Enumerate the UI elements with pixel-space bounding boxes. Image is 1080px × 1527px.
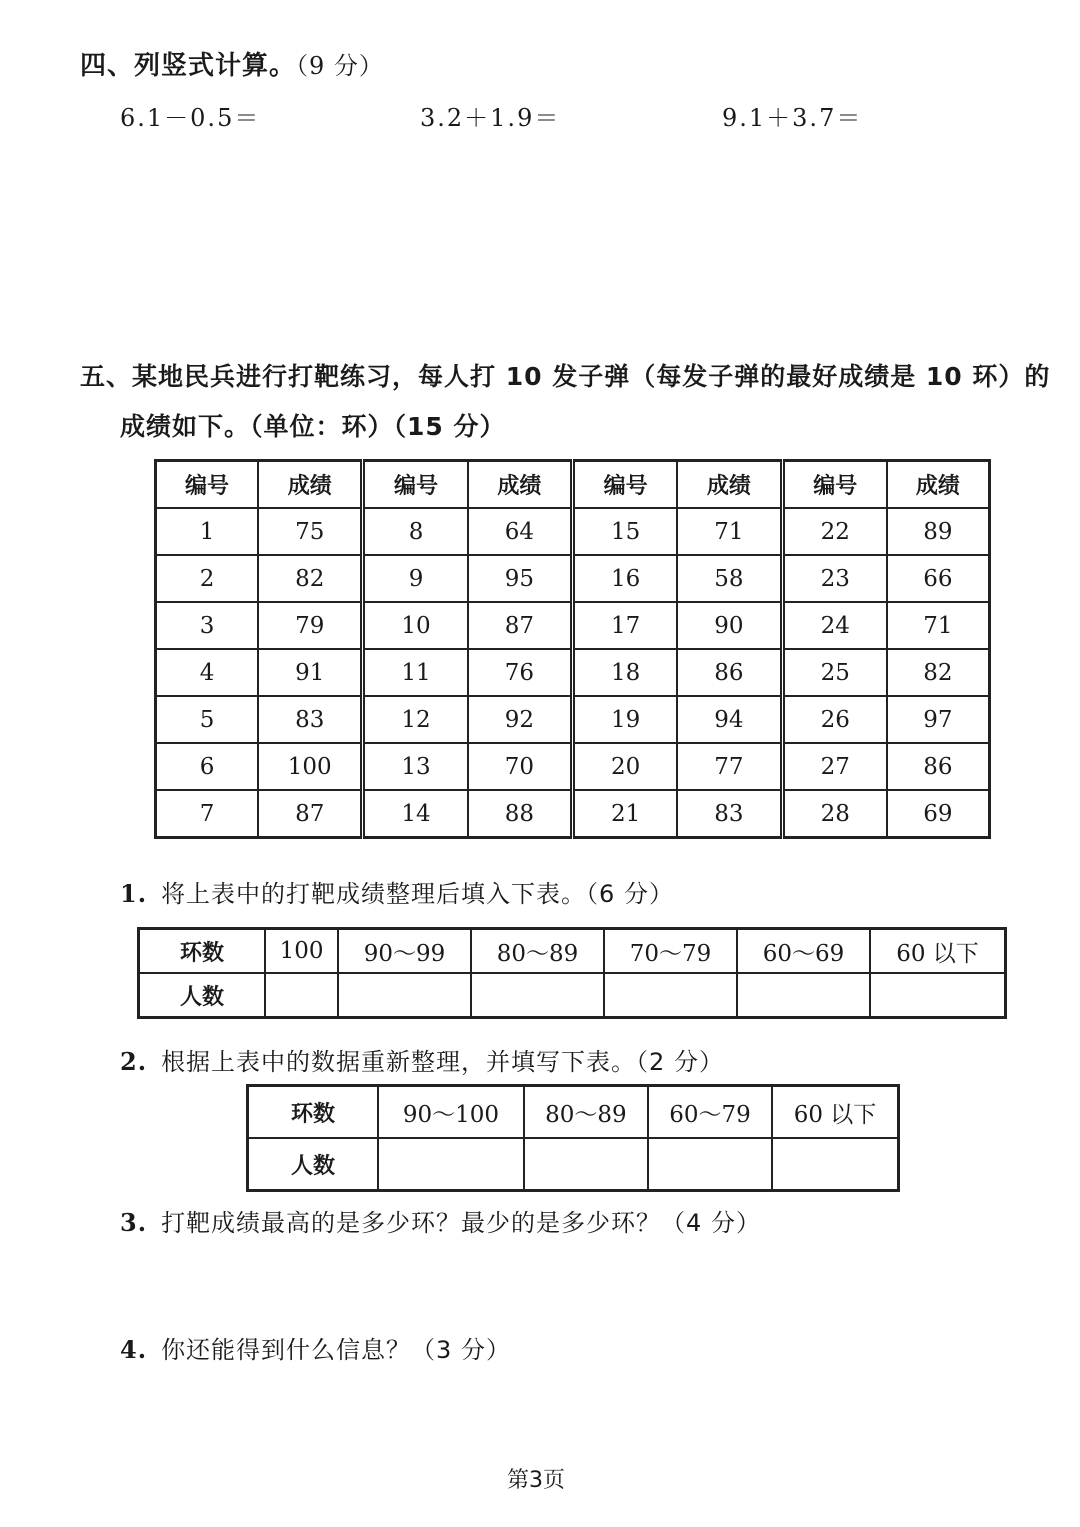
cell-score: 89: [887, 508, 990, 555]
table-row: [156, 743, 990, 790]
cell-id: 11: [363, 649, 468, 696]
section5-title-line1: 五、某地民兵进行打靶练习，每人打 10 发子弹（每发子弹的最好成绩是 10 环）的: [80, 362, 1051, 391]
q1-col: 70～79: [604, 929, 737, 974]
cell-score: 100: [258, 743, 363, 790]
cell-score: 82: [258, 555, 363, 602]
question-2: [120, 1042, 724, 1077]
question-1-text: 将上表中的打靶成绩整理后填入下表。（6 分）: [161, 880, 674, 908]
cell-score: 58: [677, 555, 782, 602]
section4-title: 四、列竖式计算。: [80, 51, 297, 81]
q2-frequency-table: [246, 1084, 900, 1192]
cell-id: 14: [363, 790, 468, 838]
cell-id: 1: [156, 508, 259, 555]
q2-col: 60～79: [648, 1086, 772, 1139]
shooting-scores-body: [156, 461, 990, 838]
cell-id: 21: [572, 790, 677, 838]
table-row: [156, 508, 990, 555]
q1-people-label: 人数: [139, 973, 266, 1018]
q2-people-row: [248, 1138, 899, 1191]
header-id: 编号: [572, 461, 677, 509]
question-4-text: 你还能得到什么信息？（3 分）: [161, 1336, 511, 1364]
q2-col: 80～89: [524, 1086, 648, 1139]
cell-id: 5: [156, 696, 259, 743]
header-id: 编号: [156, 461, 259, 509]
table-row: [156, 790, 990, 838]
section4-heading: [80, 45, 384, 82]
cell-id: 7: [156, 790, 259, 838]
q1-answer-cell[interactable]: [604, 973, 737, 1018]
q1-answer-cell[interactable]: [737, 973, 870, 1018]
q1-answer-cell[interactable]: [471, 973, 604, 1018]
q1-answer-cell[interactable]: [870, 973, 1006, 1018]
q1-rings-label: 环数: [139, 929, 266, 974]
cell-score: 97: [887, 696, 990, 743]
cell-score: 90: [677, 602, 782, 649]
page-number: 第3页: [507, 1468, 565, 1493]
cell-score: 77: [677, 743, 782, 790]
cell-id: 16: [572, 555, 677, 602]
q1-col: 80～89: [471, 929, 604, 974]
header-score: 成绩: [258, 461, 363, 509]
cell-score: 69: [887, 790, 990, 838]
question-1: [120, 874, 674, 909]
q1-col: 100: [265, 929, 338, 974]
q1-people-row: [139, 973, 1006, 1018]
cell-id: 24: [782, 602, 887, 649]
section5-title-line2: 成绩如下。（单位：环）（15 分）: [120, 412, 506, 441]
cell-score: 64: [468, 508, 573, 555]
cell-score: 94: [677, 696, 782, 743]
cell-id: 15: [572, 508, 677, 555]
header-id: 编号: [782, 461, 887, 509]
question-3-text: 打靶成绩最高的是多少环？最少的是多少环？（4 分）: [161, 1209, 761, 1237]
cell-score: 87: [468, 602, 573, 649]
question-3-number: 3.: [120, 1208, 148, 1237]
q1-frequency-table: [137, 927, 1007, 1019]
cell-score: 87: [258, 790, 363, 838]
cell-score: 95: [468, 555, 573, 602]
q1-col: 60～69: [737, 929, 870, 974]
q2-answer-cell[interactable]: [648, 1138, 772, 1191]
question-2-text: 根据上表中的数据重新整理，并填写下表。（2 分）: [161, 1048, 724, 1076]
cell-id: 25: [782, 649, 887, 696]
header-score: 成绩: [677, 461, 782, 509]
table-row: [156, 649, 990, 696]
equation-3: 9.1＋3.7＝: [722, 104, 863, 132]
q2-col: 90～100: [378, 1086, 524, 1139]
q1-col: 90～99: [338, 929, 471, 974]
header-score: 成绩: [887, 461, 990, 509]
q2-rings-row: [248, 1086, 899, 1139]
table-row: [156, 555, 990, 602]
q1-rings-row: [139, 929, 1006, 974]
cell-id: 18: [572, 649, 677, 696]
cell-id: 4: [156, 649, 259, 696]
question-3: [120, 1203, 761, 1238]
cell-score: 79: [258, 602, 363, 649]
cell-id: 9: [363, 555, 468, 602]
equation-1: 6.1－0.5＝: [120, 104, 261, 132]
cell-score: 88: [468, 790, 573, 838]
q2-answer-cell[interactable]: [524, 1138, 648, 1191]
cell-id: 27: [782, 743, 887, 790]
header-score: 成绩: [468, 461, 573, 509]
cell-score: 82: [887, 649, 990, 696]
cell-id: 8: [363, 508, 468, 555]
cell-id: 23: [782, 555, 887, 602]
cell-id: 6: [156, 743, 259, 790]
q1-answer-cell[interactable]: [338, 973, 471, 1018]
table-row: [156, 696, 990, 743]
q2-col: 60 以下: [772, 1086, 898, 1139]
cell-score: 92: [468, 696, 573, 743]
cell-id: 17: [572, 602, 677, 649]
q2-answer-cell[interactable]: [772, 1138, 898, 1191]
cell-id: 28: [782, 790, 887, 838]
cell-id: 19: [572, 696, 677, 743]
q2-answer-cell[interactable]: [378, 1138, 524, 1191]
equation-2: 3.2＋1.9＝: [420, 104, 561, 132]
q2-rings-label: 环数: [248, 1086, 379, 1139]
cell-score: 71: [887, 602, 990, 649]
question-4: [120, 1330, 511, 1365]
shooting-scores-table: [154, 459, 991, 839]
table-header-row: [156, 461, 990, 509]
cell-score: 83: [677, 790, 782, 838]
cell-id: 12: [363, 696, 468, 743]
cell-score: 86: [677, 649, 782, 696]
cell-score: 76: [468, 649, 573, 696]
cell-score: 66: [887, 555, 990, 602]
question-2-number: 2.: [120, 1047, 148, 1076]
cell-id: 20: [572, 743, 677, 790]
cell-score: 75: [258, 508, 363, 555]
cell-score: 83: [258, 696, 363, 743]
cell-score: 91: [258, 649, 363, 696]
header-id: 编号: [363, 461, 468, 509]
cell-id: 10: [363, 602, 468, 649]
question-1-number: 1.: [120, 879, 148, 908]
q1-col: 60 以下: [870, 929, 1006, 974]
section4-score: （9 分）: [296, 52, 384, 80]
table-row: [156, 602, 990, 649]
cell-score: 70: [468, 743, 573, 790]
cell-id: 13: [363, 743, 468, 790]
question-4-number: 4.: [120, 1335, 148, 1364]
cell-score: 86: [887, 743, 990, 790]
cell-score: 71: [677, 508, 782, 555]
q1-answer-cell[interactable]: [265, 973, 338, 1018]
cell-id: 3: [156, 602, 259, 649]
cell-id: 22: [782, 508, 887, 555]
q2-people-label: 人数: [248, 1138, 379, 1191]
cell-id: 2: [156, 555, 259, 602]
cell-id: 26: [782, 696, 887, 743]
